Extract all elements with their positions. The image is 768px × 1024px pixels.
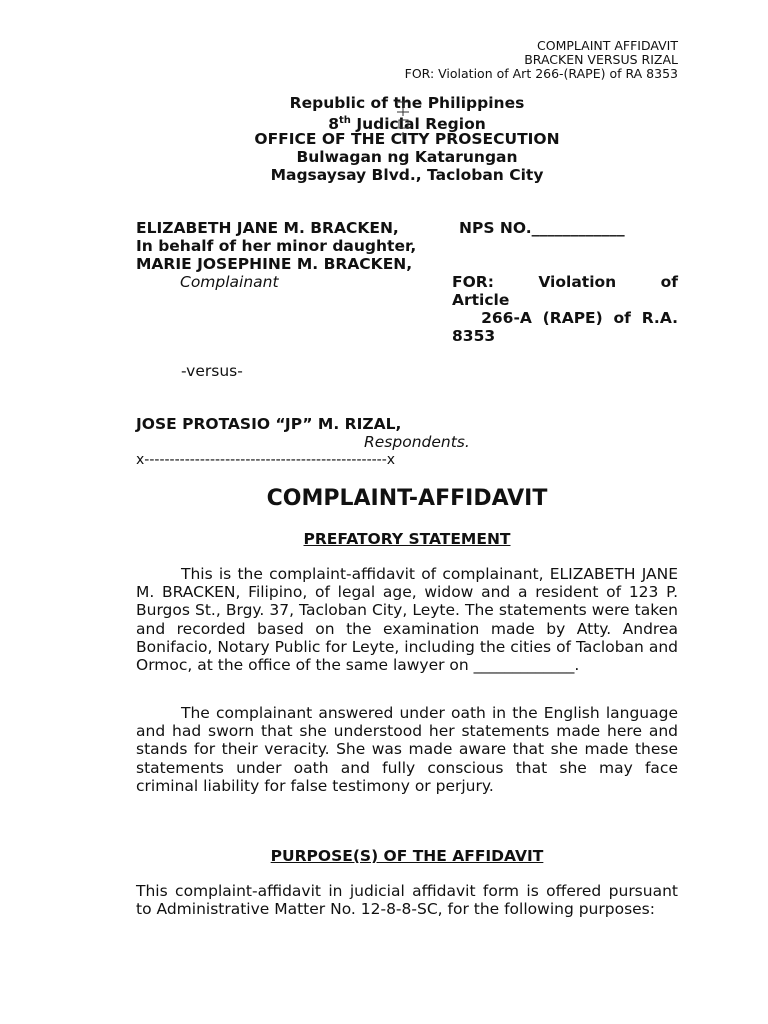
- for-line-4: 8353: [452, 327, 496, 345]
- document-title: COMPLAINT-AFFIDAVIT: [266, 486, 548, 511]
- versus-label: -versus-: [181, 362, 243, 380]
- complainant-behalf: In behalf of her minor daughter,: [136, 237, 417, 255]
- header-charge: FOR: Violation of Art 266-(RAPE) of RA 8353: [404, 66, 678, 81]
- region-line: 8th Judicial Region: [328, 115, 486, 134]
- hall-line: Bulwagan ng Katarungan: [296, 148, 518, 166]
- for-line-2: Article: [452, 291, 510, 309]
- office-line: OFFICE OF THE CITY PROSECUTION: [254, 130, 560, 148]
- header-title: COMPLAINT AFFIDAVIT: [537, 38, 678, 53]
- minor-name: MARIE JOSEPHINE M. BRACKEN,: [136, 255, 413, 273]
- complainant-role: Complainant: [180, 273, 279, 291]
- complainant-name: ELIZABETH JANE M. BRACKEN,: [136, 219, 399, 237]
- address-line: Magsaysay Blvd., Tacloban City: [270, 166, 544, 184]
- republic-line: Republic of the Philippines: [289, 94, 525, 112]
- respondent-name: JOSE PROTASIO “JP” M. RIZAL,: [136, 415, 402, 433]
- purpose-paragraph: This complaint-affidavit in judicial affidavit form is offered pursuant to Administrative Matter No. 12-8-8-SC, for the following purposes:: [136, 882, 678, 919]
- nps-number: NPS NO.____________: [459, 219, 625, 237]
- respondent-role: Respondents.: [364, 433, 470, 451]
- prefatory-paragraph: This is the complaint-affidavit of complainant, ELIZABETH JANE M. BRACKEN, Filipino, of legal age, widow and a resident of 123 P. Burgos St., Brgy. 37, Tacloban City, Leyte. The statements were taken and recorded based on the examination made by Atty. Andrea Bonifacio, Notary Public for Leyte, including the cities of Tacloban and Ormoc, at the office of the same lawyer on _____________.: [136, 565, 678, 675]
- purpose-heading: PURPOSE(S) OF THE AFFIDAVIT: [270, 847, 544, 865]
- for-line-1: FOR: Violation of: [452, 273, 678, 291]
- for-line-3: 266-A (RAPE) of R.A.: [481, 309, 678, 327]
- margin-mark: [393, 98, 415, 146]
- caption-separator: x------------------------------------------------x: [136, 452, 396, 468]
- prefatory-heading: PREFATORY STATEMENT: [303, 530, 511, 548]
- header-case: BRACKEN VERSUS RIZAL: [524, 52, 678, 67]
- oath-paragraph: The complainant answered under oath in the English language and had sworn that she understood her statements made here and stands for their veracity. She was made aware that she made these statements under oath and fully conscious that she may face criminal liability for false testimony or perjury.: [136, 704, 678, 795]
